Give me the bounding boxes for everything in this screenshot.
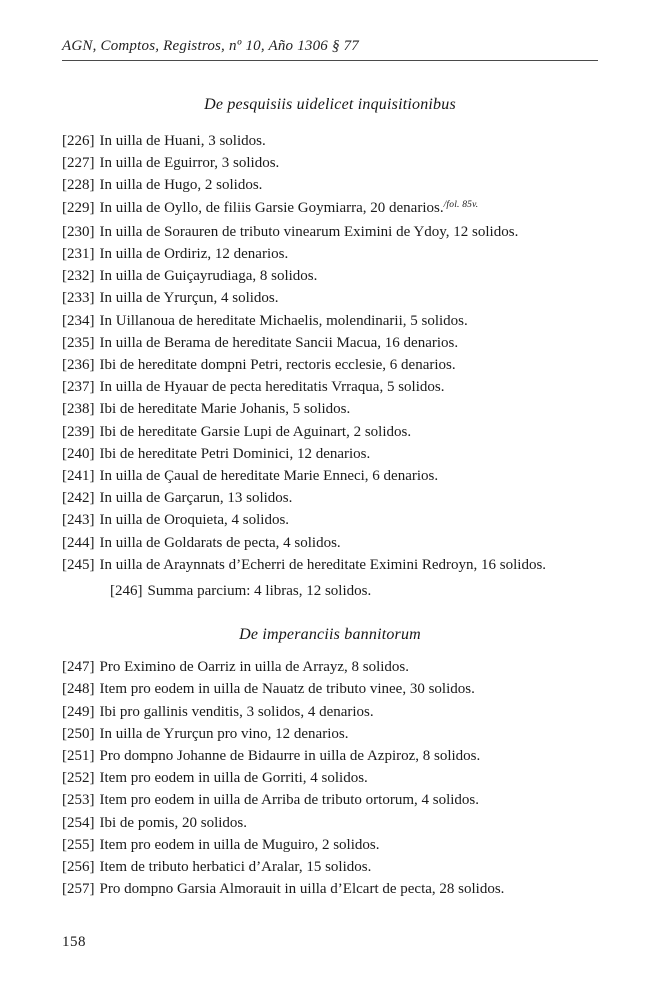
list-item (62, 174, 598, 196)
entry-text: In uilla de Sorauren de tributo vinearum Eximini de Ydoy, 12 solidos. (99, 223, 519, 240)
entry-number: [245] (62, 556, 95, 573)
entry-number: [253] (62, 792, 95, 809)
entry-number: [230] (62, 223, 95, 240)
running-header: AGN, Comptos, Registros, nº 10, Año 1306 § 77 (62, 38, 359, 54)
list-item (62, 487, 598, 509)
list-item (62, 656, 598, 678)
entry-number: [232] (62, 268, 95, 285)
entry-text: In uilla de Yrurçun pro vino, 12 denarios. (99, 725, 349, 742)
list-item (62, 421, 598, 443)
entry-number: [247] (62, 659, 95, 676)
entry-text: Ibi de hereditate Marie Johanis, 5 solidos. (99, 401, 351, 418)
list-item (62, 221, 598, 243)
entry-number: [251] (62, 748, 95, 765)
entry-number: [227] (62, 155, 95, 172)
list-item (62, 856, 598, 878)
list-item (62, 130, 598, 152)
list-item (62, 287, 598, 309)
entry-list (62, 130, 598, 602)
list-item (62, 243, 598, 265)
entry-text: Pro dompno Johanne de Bidaurre in uilla de Azpiroz, 8 solidos. (99, 748, 481, 765)
list-item (62, 152, 598, 174)
entry-text: In uilla de Çaual de hereditate Marie Enneci, 6 denarios. (99, 468, 439, 485)
entry-text: In uilla de Eguirror, 3 solidos. (99, 155, 280, 172)
entry-number: [228] (62, 177, 95, 194)
entry-number: [257] (62, 881, 95, 898)
entry-number: [241] (62, 468, 95, 485)
list-item (62, 376, 598, 398)
entry-text: Pro dompno Garsia Almorauit in uilla d’Elcart de pecta, 28 solidos. (99, 881, 505, 898)
entry-number: [250] (62, 725, 95, 742)
entry-text: Pro Eximino de Oarriz in uilla de Arrayz, 8 solidos. (99, 659, 410, 676)
entry-text: Summa parcium: 4 libras, 12 solidos. (147, 583, 372, 600)
list-item (62, 745, 598, 767)
entry-text: Ibi de hereditate Garsie Lupi de Aguinart, 2 solidos. (99, 423, 412, 440)
entry-text: Ibi de hereditate Petri Dominici, 12 denarios. (99, 445, 371, 462)
list-item (62, 834, 598, 856)
entry-number: [244] (62, 534, 95, 551)
entry-number: [254] (62, 814, 95, 831)
entry-text: In Uillanoua de hereditate Michaelis, molendinarii, 5 solidos. (99, 312, 468, 329)
entry-number: [255] (62, 836, 95, 853)
list-item (62, 723, 598, 745)
list-item (62, 767, 598, 789)
list-item (62, 310, 598, 332)
entry-text: In uilla de Hyauar de pecta hereditatis Vrraqua, 5 solidos. (99, 379, 445, 396)
entry-text: Ibi de hereditate dompni Petri, rectoris ecclesie, 6 denarios. (99, 357, 456, 374)
entry-number: [226] (62, 133, 95, 149)
entry-text: In uilla de Yrurçun, 4 solidos. (99, 290, 279, 307)
list-item (62, 443, 598, 465)
entry-number: [235] (62, 334, 95, 351)
entry-number: [233] (62, 290, 95, 307)
entry-text: In uilla de Oyllo, de filiis Garsie Goymiarra, 20 denarios. (99, 199, 444, 216)
entry-number: [231] (62, 246, 95, 263)
entry-number: [237] (62, 379, 95, 396)
entry-number: [252] (62, 770, 95, 787)
entry-text: Ibi pro gallinis venditis, 3 solidos, 4 denarios. (99, 703, 374, 720)
entry-number: [256] (62, 859, 95, 876)
entry-text: Item pro eodem in uilla de Arriba de tributo ortorum, 4 solidos. (99, 792, 480, 809)
section-heading: De imperanciis bannitorum (239, 626, 421, 644)
list-item (62, 554, 598, 576)
list-item (62, 509, 598, 531)
entry-text: In uilla de Hugo, 2 solidos. (99, 177, 263, 194)
list-item (62, 465, 598, 487)
section-heading: De pesquisiis uidelicet inquisitionibus (204, 96, 456, 113)
entry-text: In uilla de Garçarun, 13 solidos. (99, 490, 293, 507)
list-item (62, 354, 598, 376)
entry-text: Item pro eodem in uilla de Muguiro, 2 solidos. (99, 836, 380, 853)
list-item (62, 398, 598, 420)
entry-text: In uilla de Guiçayrudiaga, 8 solidos. (99, 268, 318, 285)
entry-text: Item pro eodem in uilla de Nauatz de tributo vinee, 30 solidos. (99, 681, 475, 698)
list-item (62, 197, 598, 221)
entry-number: [249] (62, 703, 95, 720)
list-item (62, 789, 598, 811)
entry-number: [243] (62, 512, 95, 529)
entry-text: Item pro eodem in uilla de Gorriti, 4 solidos. (99, 770, 368, 787)
sections-container (62, 94, 598, 901)
entry-text: Item de tributo herbatici d’Aralar, 15 solidos. (99, 859, 372, 876)
folio-note: /fol. 85v. (443, 199, 479, 210)
list-item (62, 532, 598, 554)
entry-text: In uilla de Goldarats de pecta, 4 solidos. (99, 534, 341, 551)
list-item (62, 878, 598, 900)
entry-number: [242] (62, 490, 95, 507)
entry-text: In uilla de Ordiriz, 12 denarios. (99, 246, 289, 263)
list-item (62, 332, 598, 354)
entry-text: Ibi de pomis, 20 solidos. (99, 814, 248, 831)
entry-text: In uilla de Araynnats d’Echerri de hereditate Eximini Redroyn, 16 solidos. (99, 556, 547, 573)
entry-text: In uilla de Berama de hereditate Sancii Macua, 16 denarios. (99, 334, 459, 351)
list-item (62, 701, 598, 723)
entry-text: In uilla de Oroquieta, 4 solidos. (99, 512, 290, 529)
entry-number: [238] (62, 401, 95, 418)
list-item (62, 812, 598, 834)
entry-number: [248] (62, 681, 95, 698)
entry-number: [236] (62, 357, 95, 374)
entry-list (62, 656, 598, 900)
entry-text: In uilla de Huani, 3 solidos. (99, 133, 266, 149)
entry-number: [229] (62, 199, 95, 216)
entry-number: [240] (62, 445, 95, 462)
list-item (62, 678, 598, 700)
entry-number: [234] (62, 312, 95, 329)
entry-number: [239] (62, 423, 95, 440)
entry-number: [246] (110, 583, 143, 600)
list-item (62, 265, 598, 287)
list-item (62, 580, 598, 602)
page-number: 158 (62, 934, 86, 950)
header-rule (62, 60, 598, 61)
